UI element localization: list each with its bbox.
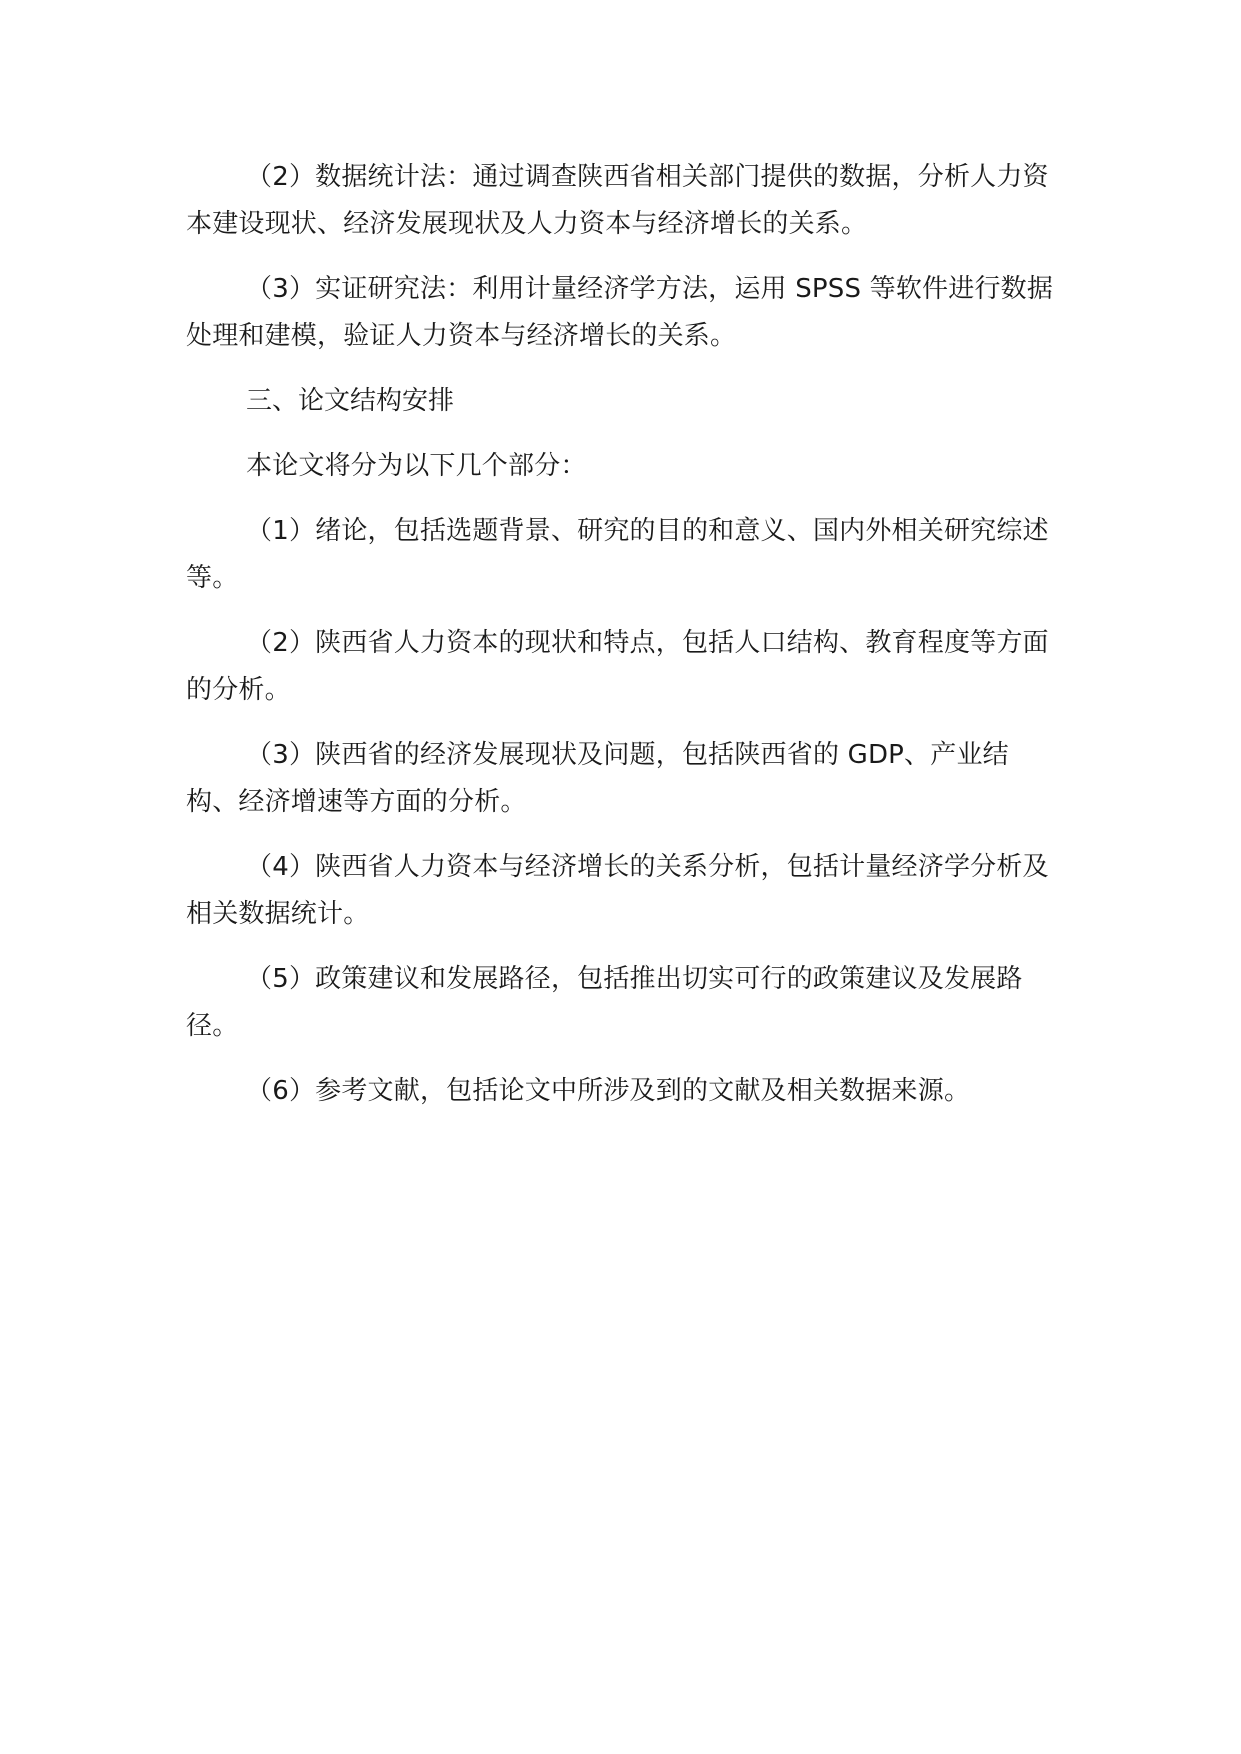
- paragraph-method-statistics: （2）数据统计法：通过调查陕西省相关部门提供的数据，分析人力资本建设现状、经济发展现状及人力资本与经济增长的关系。: [186, 162, 1049, 239]
- paragraph-part-6: （6）参考文献，包括论文中所涉及到的文献及相关数据来源。: [246, 1076, 971, 1106]
- paragraph-part-5: （5）政策建议和发展路径，包括推出切实可行的政策建议及发展路径。: [186, 964, 1023, 1041]
- paragraph-method-empirical: （3）实证研究法：利用计量经济学方法，运用 SPSS 等软件进行数据处理和建模，验证人力资本与经济增长的关系。: [186, 274, 1054, 351]
- paragraph-structure-intro: 本论文将分为以下几个部分：: [246, 451, 587, 481]
- section-heading-structure: 三、论文结构安排: [246, 386, 455, 416]
- document-body: [186, 154, 1056, 1133]
- paragraph-part-3: （3）陕西省的经济发展现状及问题，包括陕西省的 GDP、产业结构、经济增速等方面的分析。: [186, 740, 1009, 817]
- paragraph-part-1: （1）绪论，包括选题背景、研究的目的和意义、国内外相关研究综述等。: [186, 516, 1049, 593]
- paragraph-part-2: （2）陕西省人力资本的现状和特点，包括人口结构、教育程度等方面的分析。: [186, 628, 1049, 705]
- paragraph-part-4: （4）陕西省人力资本与经济增长的关系分析，包括计量经济学分析及相关数据统计。: [186, 852, 1049, 929]
